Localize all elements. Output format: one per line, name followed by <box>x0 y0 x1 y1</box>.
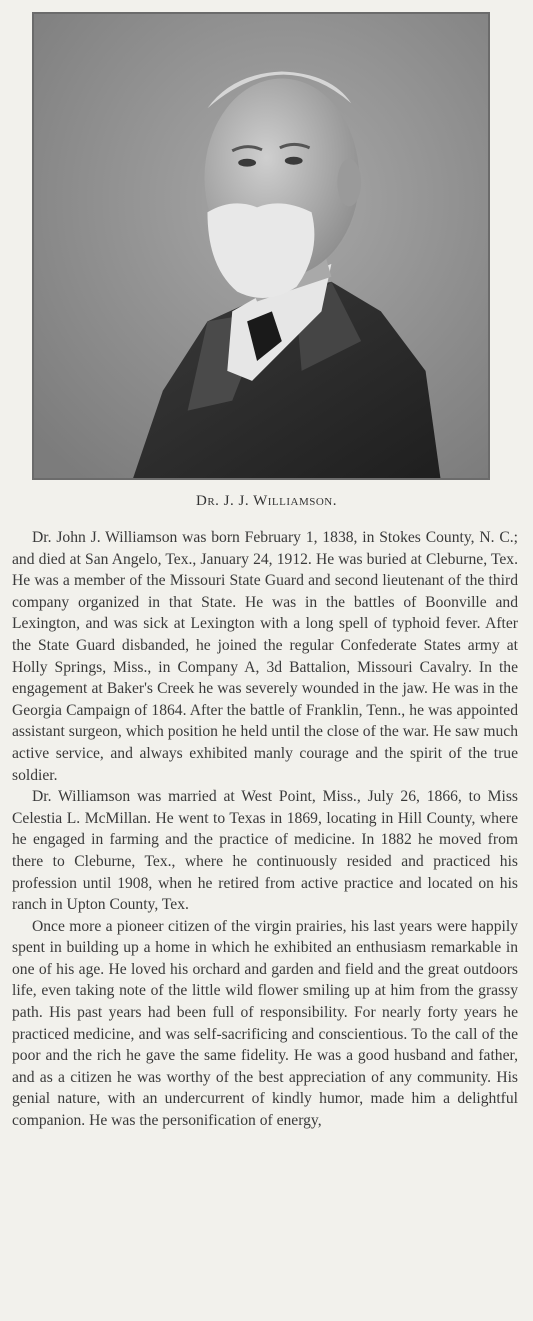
paragraph: Dr. Williamson was married at West Point, Miss., July 26, 1866, to Miss Celestia L. McMillan. He went to Texas in 1869, locating in Hill County, where he engaged in farming and the practice of medicine. In 1882 he moved from there to Cleburne, Tex., where he continuously resided and practiced his profession until 1908, when he retired from active practice and located on his ranch in Upton County, Tex. <box>12 788 518 914</box>
portrait-caption <box>0 493 533 510</box>
portrait-photo <box>32 12 490 480</box>
biography-text <box>12 527 518 1132</box>
paragraph: Once more a pioneer citizen of the virgin prairies, his last years were happily spent in building up a home in which he exhibited an enthusiasm remarkable in one of his age. He loved his orchard and garden and field and the great outdoors life, even taking note of the little wild flower smiling up at him from the grassy path. His past years had been full of responsibility. For nearly forty years he practiced medicine, and was self-sacrificing and conscientious. To the call of the poor and the rich he gave the same fidelity. He was a good husband and father, and as a citizen he was worthy of the best appreciation of any community. His genial nature, with an undercurrent of kindly humor, made him a delightful companion. He was the personification of energy, <box>12 917 518 1130</box>
caption-prefix: Dr. <box>196 493 220 509</box>
portrait-photo-icon <box>34 14 488 478</box>
caption-name: J. J. Williamson. <box>223 493 337 509</box>
paragraph: Dr. John J. Williamson was born February 1, 1838, in Stokes County, N. C.; and died at San Angelo, Tex., January 24, 1912. He was buried at Cleburne, Tex. He was a member of the Missouri State Guard and second lieutenant of the third company organized in that State. He was in the battles of Boonville and Lexington, and was sick at Lexington with a long spell of typhoid fever. After the State Guard disbanded, he joined the regular Confederate States army at Holly Springs, Miss., in Company A, 3d Battalion, Missouri Cavalry. In the engagement at Baker's Creek he was severely wounded in the jaw. He was in the Georgia Campaign of 1864. After the battle of Franklin, Tenn., he was appointed assistant surgeon, which position he held until the close of the war. He saw much active service, and always exhibited manly courage and the spirit of the true soldier. <box>12 529 518 784</box>
